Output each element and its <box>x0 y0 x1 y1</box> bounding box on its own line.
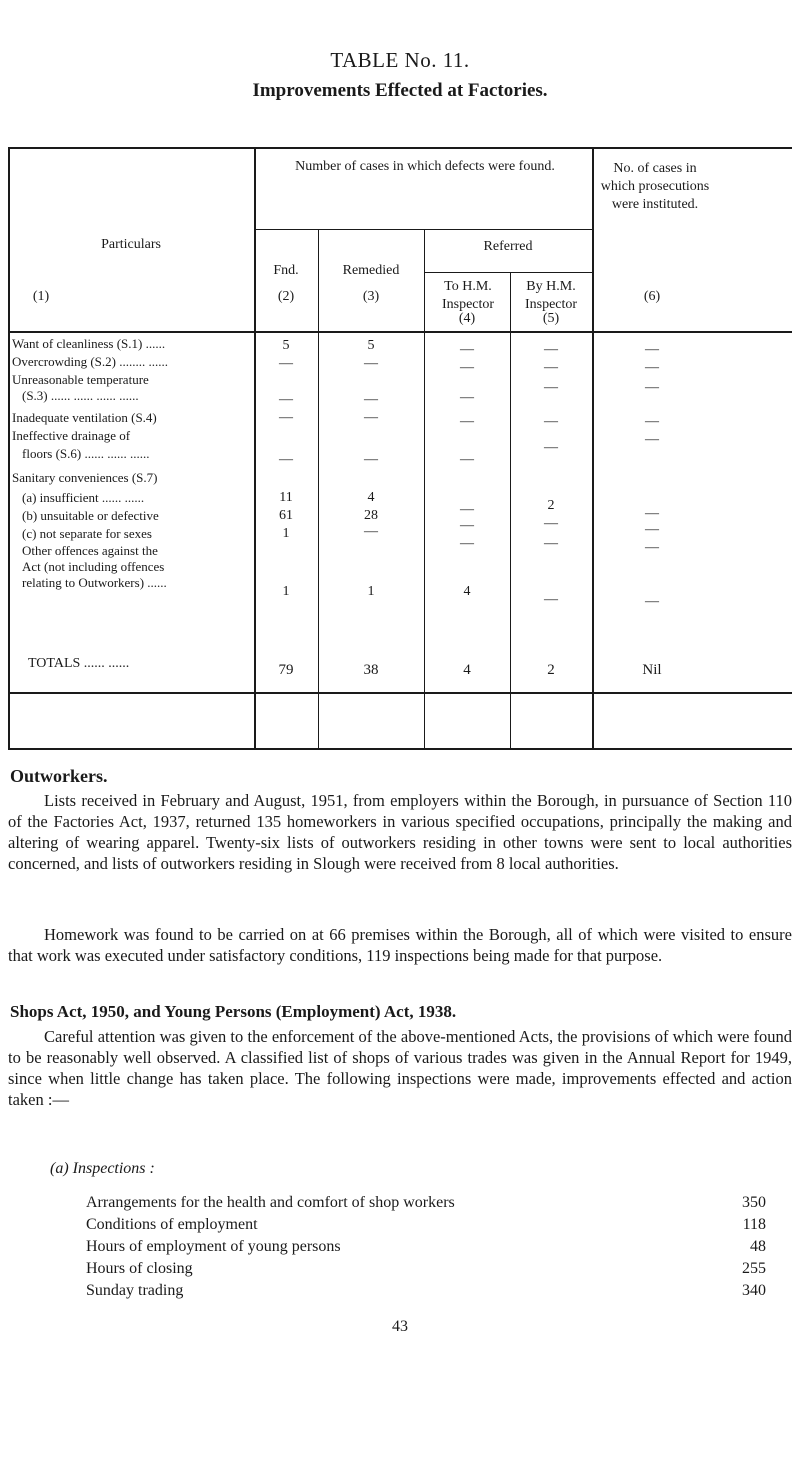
cell-fnd: — <box>279 410 293 425</box>
totals-label: TOTALS ...... ...... <box>28 656 130 671</box>
cell-remedied: 4 <box>367 490 375 505</box>
to-hm-col-num: (4) <box>458 311 476 326</box>
cell-to-hm: — <box>460 452 474 467</box>
inspection-value: 340 <box>742 1282 766 1299</box>
row-label: (c) not separate for sexes <box>22 526 152 541</box>
cell-by-hm: — <box>544 380 558 395</box>
cell-remedied: 28 <box>364 508 378 523</box>
remedied-header: Remedied <box>342 263 400 278</box>
cell-to-hm: — <box>460 502 474 517</box>
shops-heading: Shops Act, 1950, and Young Persons (Employment) Act, 1938. <box>10 1002 457 1021</box>
particulars-header: Particulars <box>101 237 161 252</box>
by-hm-col-num: (5) <box>542 311 560 326</box>
inspection-label: Hours of closing <box>86 1260 193 1277</box>
cell-remedied: — <box>364 524 378 539</box>
cell-remedied: — <box>364 356 378 371</box>
cell-prosecutions: — <box>645 522 659 537</box>
cell-by-hm: — <box>544 414 558 429</box>
cell-remedied: 5 <box>367 338 375 353</box>
cell-fnd: — <box>279 452 293 467</box>
cell-fnd: 61 <box>279 508 293 523</box>
cell-to-hm: — <box>460 390 474 405</box>
total-remedied: 38 <box>363 662 379 678</box>
fnd-col-num: (2) <box>277 289 295 304</box>
inspection-value: 255 <box>742 1260 766 1277</box>
outworkers-paragraph-2 <box>8 924 792 966</box>
group-header: Number of cases in which defects were found. <box>295 159 555 174</box>
cell-prosecutions: — <box>645 432 659 447</box>
inspection-label: Conditions of employment <box>86 1216 258 1233</box>
row-label: Overcrowding (S.2) ........ ...... <box>12 354 168 369</box>
cell-to-hm: 4 <box>463 584 471 599</box>
cell-prosecutions: — <box>645 506 659 521</box>
cell-to-hm: — <box>460 518 474 533</box>
cell-prosecutions: — <box>645 414 659 429</box>
cell-remedied: — <box>364 410 378 425</box>
cell-prosecutions: — <box>645 380 659 395</box>
outworkers-text-2: Homework was found to be carried on at 66 premises within the Borough, all of which were visited to ensure that work was executed under satisfactory conditions, 119 inspections being made for that purpose. <box>8 925 792 965</box>
row-label: Sanitary conveniences (S.7) <box>12 470 158 485</box>
outworkers-heading: Outworkers. <box>10 766 108 786</box>
row-label: (a) insufficient ...... ...... <box>22 490 145 505</box>
cell-by-hm: — <box>544 360 558 375</box>
cell-by-hm: — <box>544 592 558 607</box>
inspection-label: Arrangements for the health and comfort of shop workers <box>86 1194 455 1211</box>
cell-prosecutions: — <box>645 342 659 357</box>
inspection-value: 118 <box>742 1216 766 1233</box>
outworkers-text-1: Lists received in February and August, 1951, from employers within the Borough, in pursuance of Section 110 of the Factories Act, 1937, returned 135 homeworkers in various specified occupations, principally the making and altering of wearing apparel. Twenty-six lists of outworkers residing in other towns were sent to local authorities concerned, and lists of outworkers residing in Slough were received from 8 local authorities. <box>8 791 792 873</box>
shops-text: Careful attention was given to the enforcement of the above-mentioned Acts, the provisions of which were found to be reasonably well observed. A classified list of shops of various trades was given in the Annual Report for 1949, since when little change has taken place. The following inspections were made, improvements effected and action taken :— <box>8 1027 792 1109</box>
table-subtitle: Improvements Effected at Factories. <box>252 80 548 101</box>
cell-by-hm: — <box>544 440 558 455</box>
cell-to-hm: — <box>460 536 474 551</box>
particulars-col-num: (1) <box>32 289 50 304</box>
total-to-hm: 4 <box>463 662 471 678</box>
cell-prosecutions: — <box>645 540 659 555</box>
by-hm-header: By H.M. Inspector <box>524 279 578 312</box>
cell-to-hm: — <box>460 360 474 375</box>
cell-remedied: — <box>364 392 378 407</box>
row-label: floors (S.6) ...... ...... ...... <box>22 446 150 461</box>
table-title: TABLE No. 11. <box>330 48 470 72</box>
inspection-label: Sunday trading <box>86 1282 184 1299</box>
cell-fnd: 5 <box>282 338 290 353</box>
row-label: Act (not including offences <box>22 559 165 574</box>
cell-to-hm: — <box>460 342 474 357</box>
cell-remedied: 1 <box>367 584 375 599</box>
row-label: relating to Outworkers) ...... <box>22 575 167 590</box>
cell-by-hm: 2 <box>547 498 555 513</box>
inspection-value: 350 <box>742 1194 766 1211</box>
cell-fnd: 1 <box>282 584 290 599</box>
row-label: Want of cleanliness (S.1) ...... <box>12 336 166 351</box>
cell-prosecutions: — <box>645 360 659 375</box>
to-hm-header: To H.M. Inspector <box>441 279 495 312</box>
cell-fnd: — <box>279 356 293 371</box>
cell-fnd: 1 <box>282 526 290 541</box>
cell-remedied: — <box>364 452 378 467</box>
cell-fnd: 11 <box>279 490 293 505</box>
inspection-value: 48 <box>750 1238 766 1255</box>
referred-header: Referred <box>483 239 533 254</box>
row-label: Other offences against the <box>22 543 158 558</box>
total-fnd: 79 <box>278 662 294 678</box>
cell-by-hm: — <box>544 536 558 551</box>
row-label: Inadequate ventilation (S.4) <box>12 410 157 425</box>
row-label: (b) unsuitable or defective <box>22 508 159 523</box>
inspections-heading: (a) Inspections : <box>50 1160 155 1177</box>
total-by-hm: 2 <box>547 662 555 678</box>
shops-paragraph <box>8 1026 792 1110</box>
cell-to-hm: — <box>460 414 474 429</box>
remedied-col-num: (3) <box>362 289 380 304</box>
row-label: (S.3) ...... ...... ...... ...... <box>22 388 139 403</box>
prosecutions-header: No. of cases in which prosecutions were instituted. <box>600 161 710 212</box>
cell-by-hm: — <box>544 342 558 357</box>
page-number: 43 <box>392 1318 408 1335</box>
cell-by-hm: — <box>544 516 558 531</box>
outworkers-paragraph-1 <box>8 790 792 874</box>
total-prosecutions: Nil <box>642 662 662 678</box>
row-label: Unreasonable temperature <box>12 372 149 387</box>
row-label: Ineffective drainage of <box>12 428 131 443</box>
prosecutions-col-num: (6) <box>643 289 661 304</box>
cell-prosecutions: — <box>645 594 659 609</box>
inspection-label: Hours of employment of young persons <box>86 1238 341 1255</box>
cell-fnd: — <box>279 392 293 407</box>
fnd-header: Fnd. <box>273 263 299 278</box>
